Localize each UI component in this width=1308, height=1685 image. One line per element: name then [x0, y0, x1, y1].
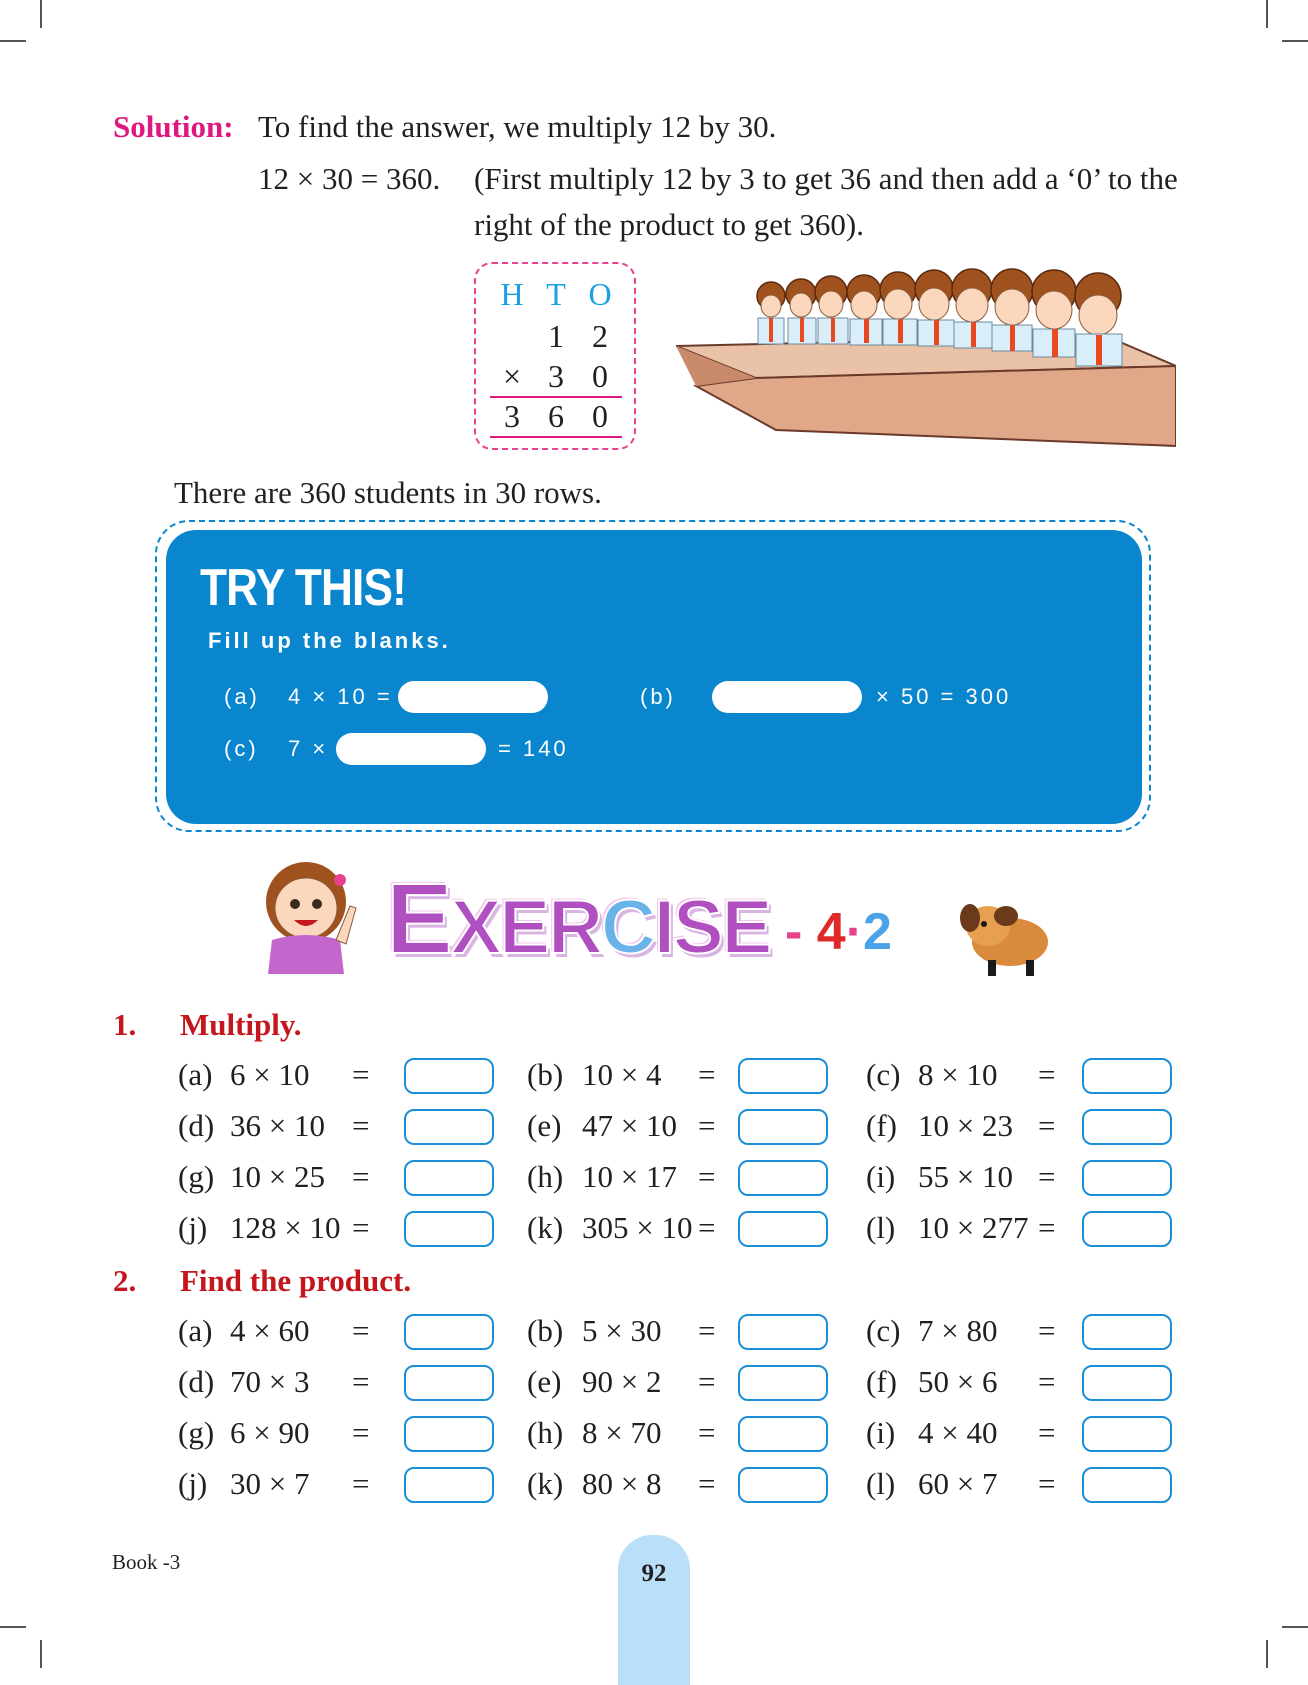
answer-box-input[interactable] — [404, 1416, 494, 1452]
equals-sign: = — [1038, 1159, 1056, 1194]
equals-sign: = — [1038, 1313, 1056, 1348]
crop-mark — [1282, 40, 1308, 42]
try-expr-c: 7 × — [288, 736, 329, 761]
answer-box-input[interactable] — [738, 1416, 828, 1452]
item-expression: 10 × 4 — [582, 1057, 662, 1092]
item-label: (a) — [178, 1057, 213, 1092]
answer-box-input[interactable] — [738, 1160, 828, 1196]
item-expression: 10 × 17 — [582, 1159, 677, 1194]
answer-box-input[interactable] — [1082, 1314, 1172, 1350]
equals-sign: = — [352, 1108, 370, 1143]
item-expression: 30 × 7 — [230, 1466, 310, 1501]
equals-sign: = — [1038, 1057, 1056, 1092]
hto-digit: 1 — [548, 318, 564, 354]
equals-sign: = — [352, 1313, 370, 1348]
crop-mark — [40, 1640, 42, 1668]
item-expression: 36 × 10 — [230, 1108, 325, 1143]
answer-box-input[interactable] — [738, 1314, 828, 1350]
answer-box-input[interactable] — [1082, 1058, 1172, 1094]
solution-note: right of the product to get 360). — [474, 207, 864, 242]
answer-box-input[interactable] — [1082, 1467, 1172, 1503]
answer-box-input[interactable] — [1082, 1160, 1172, 1196]
crop-mark — [1282, 1626, 1308, 1628]
exercise-number — [785, 902, 892, 962]
item-expression: 60 × 7 — [918, 1466, 998, 1501]
item-label: (g) — [178, 1159, 215, 1194]
crop-mark — [1266, 1640, 1268, 1668]
answer-box-input[interactable] — [738, 1058, 828, 1094]
exercise-num-minor: 2 — [863, 903, 892, 961]
item-label: (j) — [178, 1210, 208, 1245]
equals-sign: = — [352, 1364, 370, 1399]
answer-box-input[interactable] — [1082, 1365, 1172, 1401]
answer-box-input[interactable] — [404, 1211, 494, 1247]
exercise-dot: · — [845, 903, 864, 961]
equals-sign: = — [1038, 1108, 1056, 1143]
crop-mark — [40, 0, 42, 28]
item-label: (k) — [527, 1466, 564, 1501]
crop-mark — [0, 40, 26, 42]
q2-title: Find the product. — [180, 1263, 412, 1298]
equals-sign: = — [698, 1108, 716, 1143]
equals-sign: = — [352, 1415, 370, 1450]
answer-box-input[interactable] — [404, 1160, 494, 1196]
hto-header: H — [500, 276, 524, 312]
blank-c-input[interactable] — [336, 733, 486, 765]
exercise-title-initial: E — [386, 863, 451, 975]
item-expression: 6 × 90 — [230, 1415, 310, 1450]
dog-toy-illustration — [958, 896, 1054, 978]
equals-sign: = — [698, 1057, 716, 1092]
equals-sign: = — [1038, 1415, 1056, 1450]
item-expression: 47 × 10 — [582, 1108, 677, 1143]
exercise-title — [386, 862, 770, 977]
item-expression: 128 × 10 — [230, 1210, 341, 1245]
item-label: (e) — [527, 1108, 562, 1143]
q1-title: Multiply. — [180, 1007, 302, 1042]
blank-a-input[interactable] — [398, 681, 548, 713]
answer-box-input[interactable] — [738, 1109, 828, 1145]
item-expression: 55 × 10 — [918, 1159, 1013, 1194]
item-label: (c) — [866, 1313, 901, 1348]
item-label: (h) — [527, 1415, 564, 1450]
hto-digit: 6 — [548, 398, 564, 434]
answer-box-input[interactable] — [404, 1058, 494, 1094]
hto-place-value-box — [474, 262, 636, 450]
hto-digit: 0 — [592, 358, 608, 394]
try-expr-b: × 50 = 300 — [876, 684, 1012, 709]
statement: There are 360 students in 30 rows. — [174, 475, 602, 510]
hto-digit: 2 — [592, 318, 608, 354]
solution-equation: 12 × 30 = 360. — [258, 161, 441, 196]
item-label: (f) — [866, 1108, 897, 1143]
answer-box-input[interactable] — [404, 1109, 494, 1145]
answer-box-input[interactable] — [1082, 1416, 1172, 1452]
crop-mark — [0, 1626, 26, 1628]
equals-sign: = — [698, 1415, 716, 1450]
equals-sign: = — [352, 1159, 370, 1194]
crop-mark — [1266, 0, 1268, 28]
equals-sign: = — [352, 1466, 370, 1501]
girl-illustration — [258, 856, 362, 976]
item-expression: 7 × 80 — [918, 1313, 998, 1348]
answer-box-input[interactable] — [404, 1467, 494, 1503]
blank-b-input[interactable] — [712, 681, 862, 713]
q1-number: 1. — [113, 1007, 137, 1042]
try-this-title: TRY THIS! — [200, 559, 406, 617]
students-illustration — [676, 256, 1176, 456]
item-expression: 5 × 30 — [582, 1313, 662, 1348]
item-expression: 70 × 3 — [230, 1364, 310, 1399]
try-label-c: (c) — [224, 736, 259, 761]
page-number-tab — [618, 1535, 690, 1685]
equals-sign: = — [352, 1210, 370, 1245]
item-label: (d) — [178, 1108, 215, 1143]
item-label: (j) — [178, 1466, 208, 1501]
item-expression: 8 × 70 — [582, 1415, 662, 1450]
exercise-num-major: 4 — [816, 903, 846, 961]
equals-sign: = — [1038, 1210, 1056, 1245]
answer-box-input[interactable] — [1082, 1211, 1172, 1247]
item-expression: 305 × 10 — [582, 1210, 693, 1245]
item-expression: 10 × 23 — [918, 1108, 1013, 1143]
item-label: (e) — [527, 1364, 562, 1399]
equals-sign: = — [1038, 1364, 1056, 1399]
try-expr-c: = 140 — [498, 736, 569, 761]
equals-sign: = — [698, 1210, 716, 1245]
item-expression: 6 × 10 — [230, 1057, 310, 1092]
q2-number: 2. — [113, 1263, 137, 1298]
equals-sign: = — [698, 1159, 716, 1194]
equals-sign: = — [698, 1313, 716, 1348]
item-label: (l) — [866, 1466, 896, 1501]
try-label-a: (a) — [224, 684, 260, 709]
exercise-title-part: XER — [450, 885, 601, 970]
item-expression: 10 × 277 — [918, 1210, 1029, 1245]
item-expression: 8 × 10 — [918, 1057, 998, 1092]
solution-label: Solution: — [113, 109, 234, 144]
exercise-title-part: ISE — [653, 885, 771, 970]
equals-sign: = — [1038, 1466, 1056, 1501]
item-label: (d) — [178, 1364, 215, 1399]
try-label-b: (b) — [640, 684, 676, 709]
item-label: (g) — [178, 1415, 215, 1450]
answer-box-input[interactable] — [738, 1211, 828, 1247]
item-label: (b) — [527, 1057, 564, 1092]
item-expression: 90 × 2 — [582, 1364, 662, 1399]
equals-sign: = — [698, 1364, 716, 1399]
item-label: (h) — [527, 1159, 564, 1194]
item-expression: 50 × 6 — [918, 1364, 998, 1399]
hto-sign: × — [502, 358, 522, 394]
solution-line: To find the answer, we multiply 12 by 30. — [258, 109, 777, 144]
item-label: (b) — [527, 1313, 564, 1348]
answer-box-input[interactable] — [404, 1365, 494, 1401]
book-label: Book -3 — [112, 1550, 181, 1574]
item-label: (i) — [866, 1415, 896, 1450]
item-expression: 4 × 40 — [918, 1415, 998, 1450]
item-label: (c) — [866, 1057, 901, 1092]
hto-digit: 3 — [504, 398, 520, 434]
exercise-dash: - — [785, 903, 803, 961]
hto-digit: 0 — [592, 398, 608, 434]
answer-box-input[interactable] — [404, 1314, 494, 1350]
equals-sign: = — [698, 1466, 716, 1501]
item-label: (i) — [866, 1159, 896, 1194]
answer-box-input[interactable] — [738, 1365, 828, 1401]
answer-box-input[interactable] — [738, 1467, 828, 1503]
try-expr-a: 4 × 10 = — [288, 684, 393, 709]
try-this-subtitle: Fill up the blanks. — [208, 628, 451, 653]
item-expression: 80 × 8 — [582, 1466, 662, 1501]
hto-digit: 3 — [548, 358, 564, 394]
hto-header: O — [588, 276, 612, 312]
page-number: 92 — [641, 1560, 667, 1587]
item-label: (f) — [866, 1364, 897, 1399]
item-expression: 10 × 25 — [230, 1159, 325, 1194]
item-label: (a) — [178, 1313, 213, 1348]
equals-sign: = — [352, 1057, 370, 1092]
hto-header: T — [546, 276, 566, 312]
solution-note: (First multiply 12 by 3 to get 36 and then add a ‘0’ to the — [474, 161, 1178, 196]
item-expression: 4 × 60 — [230, 1313, 310, 1348]
hto-rule — [490, 436, 622, 438]
item-label: (k) — [527, 1210, 564, 1245]
answer-box-input[interactable] — [1082, 1109, 1172, 1145]
item-label: (l) — [866, 1210, 896, 1245]
exercise-title-c: C — [600, 885, 654, 970]
